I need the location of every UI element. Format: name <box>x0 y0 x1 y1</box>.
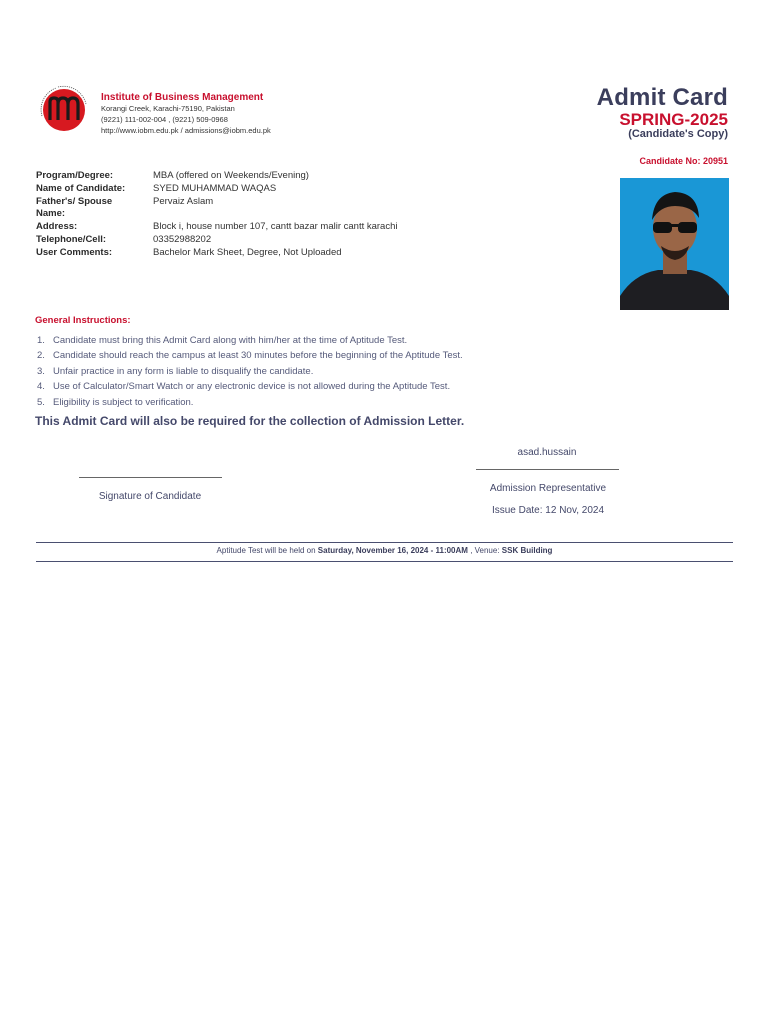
candidate-details <box>36 170 466 260</box>
iobm-logo <box>36 82 92 138</box>
test-schedule <box>36 546 733 555</box>
detail-value: MBA (offered on Weekends/Evening) <box>153 170 309 181</box>
representative-label: Admission Representative <box>489 483 607 494</box>
candidate-signature-label: Signature of Candidate <box>98 491 202 502</box>
footer-bottom-rule <box>36 561 733 562</box>
detail-value: SYED MUHAMMAD WAQAS <box>153 182 277 194</box>
detail-row <box>36 170 466 183</box>
admission-letter-notice: This Admit Card will also be required for the collection of Admission Letter. <box>35 414 465 428</box>
detail-label: Program/Degree: <box>36 170 114 181</box>
representative-name: asad.hussain <box>517 447 577 458</box>
detail-label: Address: <box>36 221 78 233</box>
institute-web: http://www.iobm.edu.pk / admissions@iobm.edu.pk <box>101 126 271 135</box>
detail-value: Bachelor Mark Sheet, Degree, Not Uploaded <box>153 246 342 258</box>
item-text: Unfair practice in any form is liable to disqualify the candidate. <box>53 365 314 377</box>
candidate-signature-line <box>79 477 222 478</box>
candidate-photo <box>620 178 729 310</box>
institute-name: Institute of Business Management <box>101 92 264 103</box>
detail-row <box>36 196 466 222</box>
item-text: Use of Calculator/Smart Watch or any electronic device is not allowed during the Aptitude Test. <box>53 381 451 393</box>
detail-row <box>36 221 466 234</box>
page-title: Admit Card <box>596 84 728 111</box>
list-item <box>37 333 463 348</box>
detail-row <box>36 234 466 247</box>
item-number: 5. <box>37 396 45 408</box>
list-item <box>37 364 463 379</box>
copy-label: (Candidate's Copy) <box>628 128 728 140</box>
detail-row <box>36 247 466 260</box>
item-text: Eligibility is subject to verification. <box>53 396 194 408</box>
instructions-list <box>37 333 463 410</box>
issue-date: Issue Date: 12 Nov, 2024 <box>491 505 605 516</box>
item-text: Candidate must bring this Admit Card along with him/her at the time of Aptitude Test. <box>53 335 408 346</box>
schedule-prefix: Aptitude Test will be held on <box>216 546 316 555</box>
detail-label: Name of Candidate: <box>36 182 126 194</box>
institute-address: Korangi Creek, Karachi-75190, Pakistan <box>101 104 235 113</box>
item-text: Candidate should reach the campus at least 30 minutes before the beginning of the Aptitude Test. <box>53 350 463 362</box>
venue-prefix: , Venue: <box>470 546 500 555</box>
list-item <box>37 395 463 410</box>
list-item <box>37 379 463 394</box>
institute-phones: (9221) 111-002-004 , (9221) 509-0968 <box>101 115 228 124</box>
list-item <box>37 348 463 363</box>
item-number: 3. <box>37 365 45 377</box>
session-label: SPRING-2025 <box>619 110 728 129</box>
detail-label: User Comments: <box>36 246 113 258</box>
footer-top-rule <box>36 542 733 543</box>
item-number: 1. <box>37 335 45 346</box>
detail-value: Block i, house number 107, cantt bazar malir cantt karachi <box>153 221 398 233</box>
test-venue: SSK Building <box>501 546 553 555</box>
detail-value: 03352988202 <box>153 233 212 245</box>
detail-value: Pervaiz Aslam <box>153 195 214 207</box>
item-number: 2. <box>37 350 45 362</box>
detail-row <box>36 183 466 196</box>
item-number: 4. <box>37 381 45 393</box>
detail-label: Father's/ Spouse Name: <box>36 195 113 220</box>
detail-label: Telephone/Cell: <box>36 233 107 245</box>
candidate-number: Candidate No: 20951 <box>639 156 728 166</box>
representative-signature-line <box>476 469 619 470</box>
instructions-title: General Instructions: <box>35 315 131 326</box>
test-datetime: Saturday, November 16, 2024 - 11:00AM <box>317 546 468 555</box>
